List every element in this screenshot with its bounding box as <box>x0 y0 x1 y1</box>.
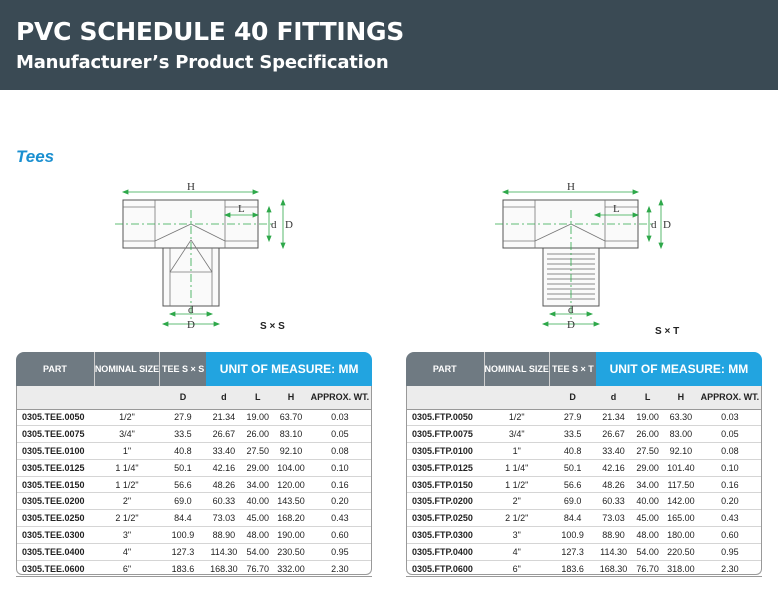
nominal-size-cell: 3/4" <box>94 426 159 443</box>
L-cell: 48.00 <box>631 527 664 544</box>
L-cell: 19.00 <box>242 409 275 426</box>
L-cell: 54.00 <box>631 543 664 560</box>
weight-cell: 0.10 <box>308 459 372 476</box>
table-row <box>16 459 372 476</box>
col-header-d: d <box>596 386 631 409</box>
H-cell: 117.50 <box>664 476 698 493</box>
H-cell: 120.00 <box>274 476 308 493</box>
H-cell: 83.10 <box>274 426 308 443</box>
weight-cell: 0.20 <box>698 493 762 510</box>
table-row <box>16 543 372 560</box>
table-row <box>16 426 372 443</box>
table-row <box>16 443 372 460</box>
part-cell: 0305.TEE.0600 <box>16 560 94 577</box>
D-cell: 69.0 <box>549 493 595 510</box>
part-cell: 0305.TEE.0200 <box>16 493 94 510</box>
D-cell: 100.9 <box>160 527 207 544</box>
col-header-H: H <box>664 386 698 409</box>
part-cell: 0305.FTP.0200 <box>406 493 484 510</box>
part-cell: 0305.FTP.0075 <box>406 426 484 443</box>
nominal-size-cell: 2 1/2" <box>484 510 549 527</box>
L-cell: 27.50 <box>631 443 664 460</box>
dim-L-label: L <box>613 203 620 215</box>
weight-cell: 0.95 <box>308 543 372 560</box>
nominal-size-cell: 1 1/4" <box>94 459 159 476</box>
part-cell: 0305.TEE.0400 <box>16 543 94 560</box>
spec-table-sxt <box>406 352 762 577</box>
weight-cell: 2.30 <box>698 560 762 577</box>
table-row <box>406 510 762 527</box>
d-cell: 42.16 <box>596 459 631 476</box>
drawing-label-sxs: S × S <box>260 321 285 332</box>
D-cell: 40.8 <box>160 443 207 460</box>
H-cell: 104.00 <box>274 459 308 476</box>
dim-D-label: D <box>663 219 671 231</box>
weight-cell: 0.16 <box>308 476 372 493</box>
d-cell: 88.90 <box>206 527 241 544</box>
d-cell: 21.34 <box>596 409 631 426</box>
D-cell: 183.6 <box>160 560 207 577</box>
nominal-size-cell: 3" <box>484 527 549 544</box>
d-cell: 42.16 <box>206 459 241 476</box>
weight-cell: 0.43 <box>308 510 372 527</box>
dim-H-label: H <box>187 181 195 193</box>
section-title-tees: Tees <box>16 147 55 166</box>
weight-cell: 0.05 <box>308 426 372 443</box>
nominal-size-cell: 1" <box>94 443 159 460</box>
weight-cell: 0.08 <box>308 443 372 460</box>
col-header-L: L <box>631 386 664 409</box>
nominal-size-cell: 4" <box>94 543 159 560</box>
part-cell: 0305.TEE.0125 <box>16 459 94 476</box>
part-cell: 0305.FTP.0100 <box>406 443 484 460</box>
L-cell: 48.00 <box>242 527 275 544</box>
nominal-size-cell: 6" <box>484 560 549 577</box>
L-cell: 27.50 <box>242 443 275 460</box>
nominal-size-cell: 2" <box>94 493 159 510</box>
table-row <box>406 443 762 460</box>
nominal-size-cell: 1 1/4" <box>484 459 549 476</box>
part-cell: 0305.FTP.0600 <box>406 560 484 577</box>
H-cell: 220.50 <box>664 543 698 560</box>
d-cell: 88.90 <box>596 527 631 544</box>
weight-cell: 0.60 <box>698 527 762 544</box>
L-cell: 29.00 <box>631 459 664 476</box>
dim-D-branch-label: D <box>187 319 195 330</box>
D-cell: 69.0 <box>160 493 207 510</box>
col-header-part: PART <box>406 352 484 386</box>
dim-d-label: d <box>651 219 657 231</box>
dim-d-branch-label: d <box>568 304 574 316</box>
H-cell: 143.50 <box>274 493 308 510</box>
part-cell: 0305.TEE.0250 <box>16 510 94 527</box>
dim-L-label: L <box>238 203 245 215</box>
part-cell: 0305.FTP.0150 <box>406 476 484 493</box>
weight-cell: 0.08 <box>698 443 762 460</box>
col-header-nominal: NOMINAL SIZE <box>484 352 549 386</box>
col-header-part: PART <box>16 352 94 386</box>
table-row <box>16 510 372 527</box>
nominal-size-cell: 3/4" <box>484 426 549 443</box>
D-cell: 127.3 <box>549 543 595 560</box>
D-cell: 84.4 <box>549 510 595 527</box>
weight-cell: 0.43 <box>698 510 762 527</box>
table-row <box>406 560 762 577</box>
part-cell: 0305.FTP.0300 <box>406 527 484 544</box>
nominal-size-cell: 4" <box>484 543 549 560</box>
part-cell: 0305.FTP.0125 <box>406 459 484 476</box>
H-cell: 230.50 <box>274 543 308 560</box>
d-cell: 114.30 <box>596 543 631 560</box>
H-cell: 92.10 <box>664 443 698 460</box>
tee-drawing-sxs <box>115 180 295 330</box>
D-cell: 27.9 <box>160 409 207 426</box>
nominal-size-cell: 1/2" <box>484 409 549 426</box>
part-cell: 0305.FTP.0400 <box>406 543 484 560</box>
table-row <box>406 459 762 476</box>
table-row <box>406 543 762 560</box>
part-cell: 0305.TEE.0050 <box>16 409 94 426</box>
L-cell: 76.70 <box>242 560 275 577</box>
col-header-uom: UNIT OF MEASURE: MM <box>596 352 762 386</box>
D-cell: 33.5 <box>549 426 595 443</box>
L-cell: 45.00 <box>242 510 275 527</box>
weight-cell: 0.05 <box>698 426 762 443</box>
col-header-L: L <box>242 386 275 409</box>
L-cell: 34.00 <box>242 476 275 493</box>
L-cell: 54.00 <box>242 543 275 560</box>
col-header-D: D <box>160 386 207 409</box>
H-cell: 63.70 <box>274 409 308 426</box>
nominal-size-cell: 2" <box>484 493 549 510</box>
col-header-tee: TEE S × S <box>160 352 207 386</box>
d-cell: 48.26 <box>596 476 631 493</box>
part-cell: 0305.TEE.0150 <box>16 476 94 493</box>
nominal-size-cell: 1/2" <box>94 409 159 426</box>
d-cell: 168.30 <box>206 560 241 577</box>
d-cell: 26.67 <box>206 426 241 443</box>
col-header-uom: UNIT OF MEASURE: MM <box>206 352 372 386</box>
weight-cell: 0.20 <box>308 493 372 510</box>
dim-D-branch-label: D <box>567 319 575 330</box>
L-cell: 45.00 <box>631 510 664 527</box>
weight-cell: 0.03 <box>698 409 762 426</box>
L-cell: 40.00 <box>631 493 664 510</box>
weight-cell: 2.30 <box>308 560 372 577</box>
H-cell: 101.40 <box>664 459 698 476</box>
weight-cell: 0.10 <box>698 459 762 476</box>
d-cell: 60.33 <box>206 493 241 510</box>
D-cell: 40.8 <box>549 443 595 460</box>
nominal-size-cell: 1 1/2" <box>94 476 159 493</box>
L-cell: 26.00 <box>242 426 275 443</box>
L-cell: 26.00 <box>631 426 664 443</box>
nominal-size-cell: 3" <box>94 527 159 544</box>
H-cell: 318.00 <box>664 560 698 577</box>
d-cell: 21.34 <box>206 409 241 426</box>
H-cell: 92.10 <box>274 443 308 460</box>
D-cell: 183.6 <box>549 560 595 577</box>
d-cell: 33.40 <box>596 443 631 460</box>
H-cell: 63.30 <box>664 409 698 426</box>
col-header-H: H <box>274 386 308 409</box>
D-cell: 50.1 <box>549 459 595 476</box>
nominal-size-cell: 6" <box>94 560 159 577</box>
L-cell: 40.00 <box>242 493 275 510</box>
nominal-size-cell: 2 1/2" <box>94 510 159 527</box>
table-row <box>16 527 372 544</box>
D-cell: 50.1 <box>160 459 207 476</box>
part-cell: 0305.FTP.0250 <box>406 510 484 527</box>
L-cell: 76.70 <box>631 560 664 577</box>
table-row <box>406 476 762 493</box>
table-row <box>406 527 762 544</box>
D-cell: 127.3 <box>160 543 207 560</box>
spec-table-sxs <box>16 352 372 577</box>
dim-d-branch-label: d <box>188 304 194 316</box>
D-cell: 33.5 <box>160 426 207 443</box>
d-cell: 48.26 <box>206 476 241 493</box>
D-cell: 84.4 <box>160 510 207 527</box>
D-cell: 56.6 <box>549 476 595 493</box>
table-row <box>406 493 762 510</box>
dim-D-label: D <box>285 219 293 231</box>
table-row <box>406 426 762 443</box>
table-row <box>16 493 372 510</box>
page-header <box>0 0 778 90</box>
weight-cell: 0.95 <box>698 543 762 560</box>
L-cell: 29.00 <box>242 459 275 476</box>
L-cell: 34.00 <box>631 476 664 493</box>
nominal-size-cell: 1" <box>484 443 549 460</box>
H-cell: 142.00 <box>664 493 698 510</box>
H-cell: 180.00 <box>664 527 698 544</box>
col-header-d: d <box>206 386 241 409</box>
table-row <box>406 409 762 426</box>
part-cell: 0305.TEE.0100 <box>16 443 94 460</box>
d-cell: 60.33 <box>596 493 631 510</box>
col-header-wt: APPROX. WT. <box>698 386 762 409</box>
part-cell: 0305.TEE.0075 <box>16 426 94 443</box>
weight-cell: 0.03 <box>308 409 372 426</box>
part-cell: 0305.FTP.0050 <box>406 409 484 426</box>
dim-d-label: d <box>271 219 277 231</box>
H-cell: 168.20 <box>274 510 308 527</box>
D-cell: 56.6 <box>160 476 207 493</box>
table-row <box>16 560 372 577</box>
d-cell: 73.03 <box>206 510 241 527</box>
H-cell: 332.00 <box>274 560 308 577</box>
nominal-size-cell: 1 1/2" <box>484 476 549 493</box>
col-header-wt: APPROX. WT. <box>308 386 372 409</box>
dim-H-label: H <box>567 181 575 193</box>
page-title: PVC SCHEDULE 40 FITTINGS <box>16 17 404 46</box>
table-row <box>16 476 372 493</box>
page-subtitle: Manufacturer’s Product Specification <box>16 52 389 73</box>
col-header-tee: TEE S × T <box>549 352 595 386</box>
col-header-nominal: NOMINAL SIZE <box>94 352 159 386</box>
D-cell: 100.9 <box>549 527 595 544</box>
d-cell: 33.40 <box>206 443 241 460</box>
weight-cell: 0.60 <box>308 527 372 544</box>
drawing-label-sxt: S × T <box>655 326 680 337</box>
tee-drawing-sxt <box>495 180 675 330</box>
H-cell: 165.00 <box>664 510 698 527</box>
H-cell: 190.00 <box>274 527 308 544</box>
table-row <box>16 409 372 426</box>
d-cell: 114.30 <box>206 543 241 560</box>
d-cell: 168.30 <box>596 560 631 577</box>
d-cell: 26.67 <box>596 426 631 443</box>
d-cell: 73.03 <box>596 510 631 527</box>
part-cell: 0305.TEE.0300 <box>16 527 94 544</box>
L-cell: 19.00 <box>631 409 664 426</box>
col-header-D: D <box>549 386 595 409</box>
H-cell: 83.00 <box>664 426 698 443</box>
D-cell: 27.9 <box>549 409 595 426</box>
weight-cell: 0.16 <box>698 476 762 493</box>
